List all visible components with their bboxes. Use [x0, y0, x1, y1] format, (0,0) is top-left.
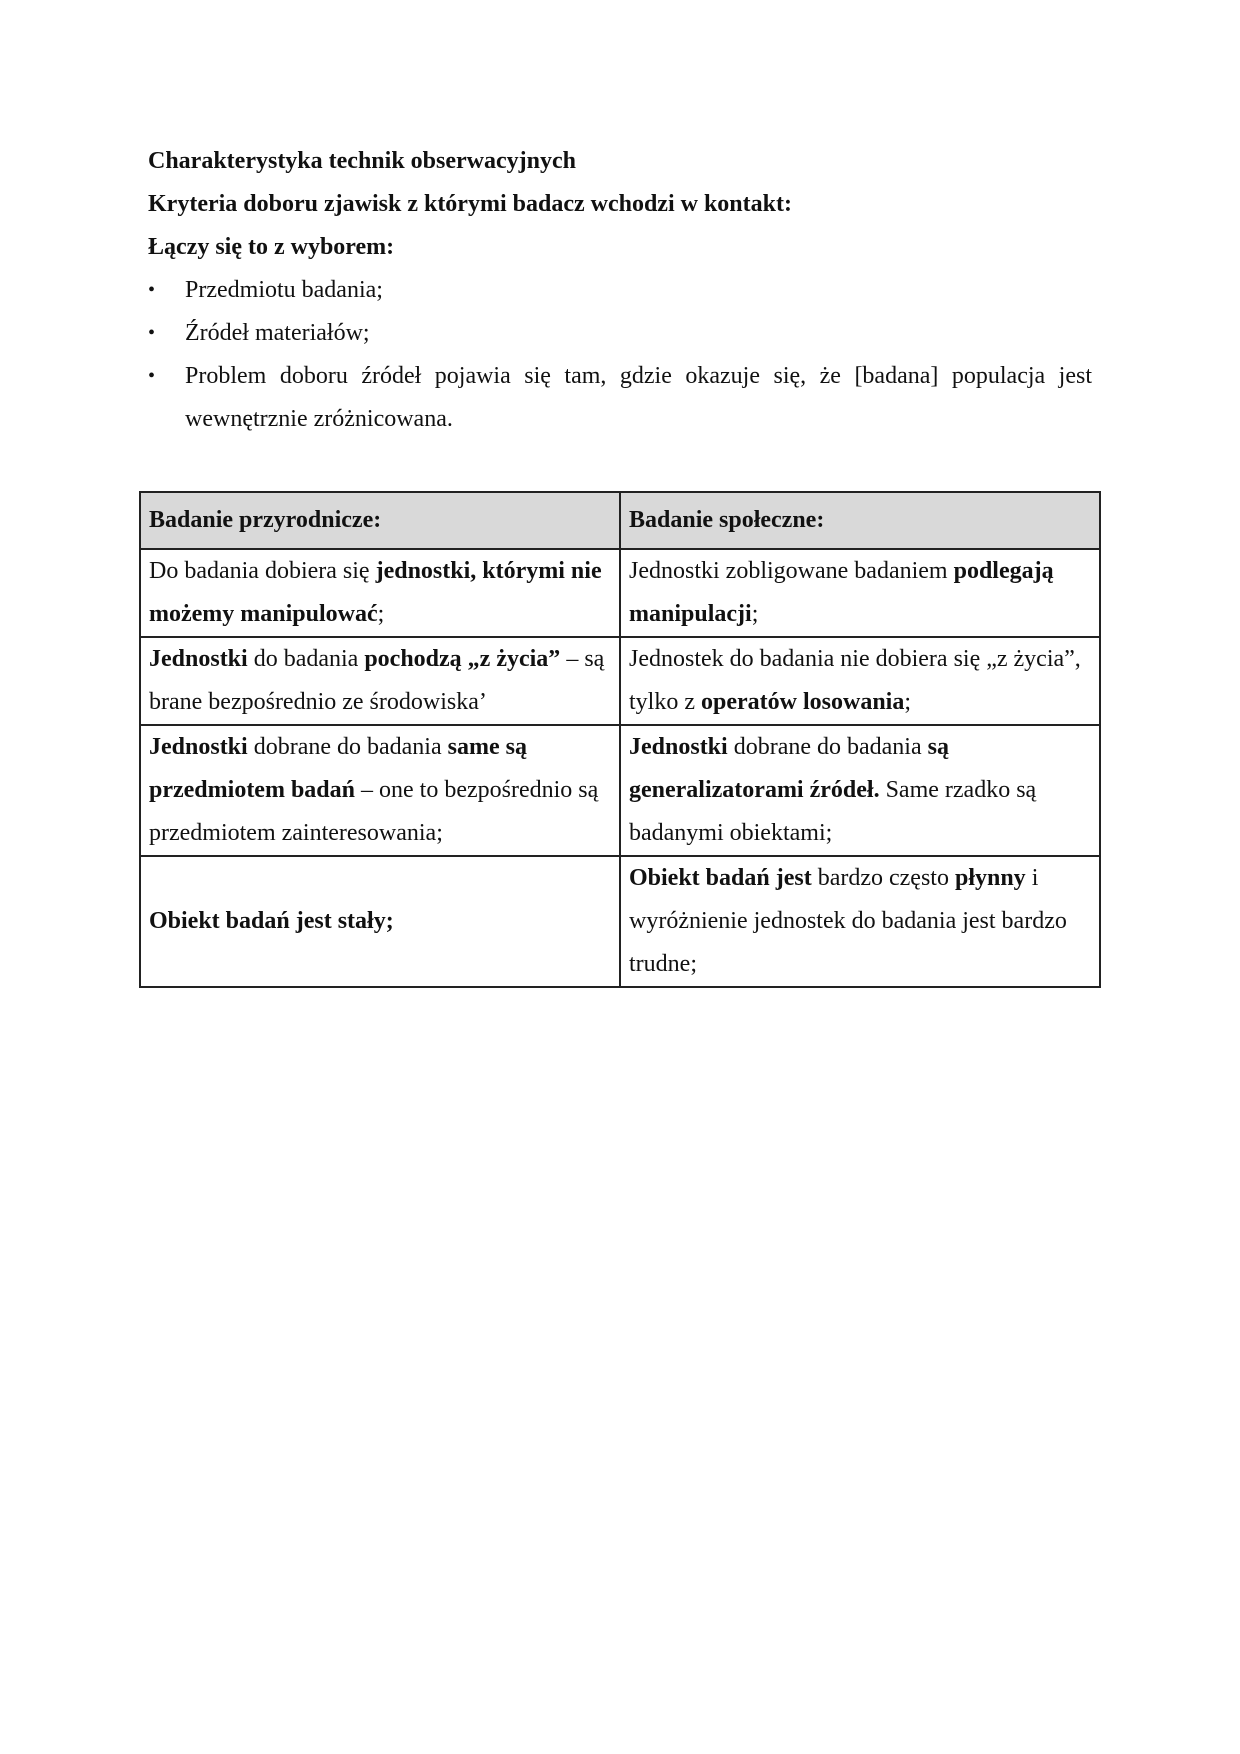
bold-text-run: Obiekt badań jest stały; — [149, 908, 394, 934]
bold-text-run: operatów losowania — [701, 689, 905, 715]
text-run: – one to bezpośrednio są przedmiotem zainteresowania; — [149, 777, 599, 846]
table-row — [140, 637, 1100, 725]
list-item-text: Źródeł materiałów; — [185, 320, 370, 346]
table-cell-left — [140, 637, 620, 725]
comparison-table — [139, 491, 1101, 988]
text-run: dobrane do badania — [727, 734, 928, 760]
bold-text-run: same są przedmiotem badań — [149, 734, 527, 803]
text-run: Same rzadko są badanymi obiektami; — [629, 777, 1037, 846]
bold-text-run: Jednostki — [149, 646, 248, 672]
text-run: ; — [904, 689, 912, 715]
table-cell-right — [620, 856, 1100, 987]
text-run: bardzo często — [811, 865, 955, 891]
bold-text-run: Obiekt badań jest — [629, 865, 812, 891]
table-row — [140, 725, 1100, 856]
header-cell-social: Badanie społeczne: — [620, 492, 1100, 549]
text-run: – są brane bezpośrednio ze środowiska’ — [149, 646, 605, 715]
list-item-text: Przedmiotu badania; — [185, 277, 383, 303]
bold-text-run: płynny — [954, 865, 1026, 891]
text-run: Do badania dobiera się — [149, 558, 376, 584]
text-run: Jednostek do badania nie dobiera się „z życia”, tylko z — [629, 646, 1081, 715]
bold-text-run: Jednostki — [149, 734, 248, 760]
text-run: Jednostki zobligowane badaniem — [629, 558, 954, 584]
intro-line: Łączy się to z wyborem: — [148, 234, 395, 260]
bold-text-run: pochodzą „z życia” — [364, 646, 561, 672]
bullet-dot-icon: • — [148, 279, 156, 301]
bullet-dot-icon: • — [148, 322, 156, 344]
list-item-text: Problem doboru źródeł pojawia się tam, gdzie okazuje się, że [badana] populacja jest wewnętrznie zróżnicowana. — [185, 363, 1092, 432]
text-run: i wyróżnienie jednostek do badania jest bardzo trudne; — [629, 865, 1067, 977]
header-cell-natural: Badanie przyrodnicze: — [140, 492, 620, 549]
table-row — [140, 549, 1100, 637]
table-cell-right — [620, 725, 1100, 856]
document-title: Charakterystyka technik obserwacyjnych — [148, 148, 576, 174]
text-run: ; — [751, 601, 759, 627]
table-row — [140, 856, 1100, 987]
bold-text-run: są generalizatorami źródeł. — [629, 734, 949, 803]
table-header-row — [140, 492, 1100, 549]
text-block — [148, 140, 1092, 441]
table-cell-right — [620, 637, 1100, 725]
list-item — [148, 312, 1092, 355]
bullet-list — [148, 269, 1092, 441]
bullet-dot-icon: • — [148, 365, 156, 387]
text-run: do badania — [247, 646, 365, 672]
table-cell-left — [140, 725, 620, 856]
bold-text-run: Jednostki — [629, 734, 728, 760]
bold-text-run: jednostki, którymi nie możemy manipulować — [149, 558, 602, 627]
text-run: ; — [377, 601, 385, 627]
table-cell-left — [140, 856, 620, 987]
bold-text-run: podlegają manipulacji — [629, 558, 1054, 627]
list-item — [148, 269, 1092, 312]
document-subtitle: Kryteria doboru zjawisk z którymi badacz wchodzi w kontakt: — [148, 191, 792, 217]
table-cell-right — [620, 549, 1100, 637]
table-cell-left — [140, 549, 620, 637]
list-item — [148, 355, 1092, 441]
text-run: dobrane do badania — [247, 734, 448, 760]
